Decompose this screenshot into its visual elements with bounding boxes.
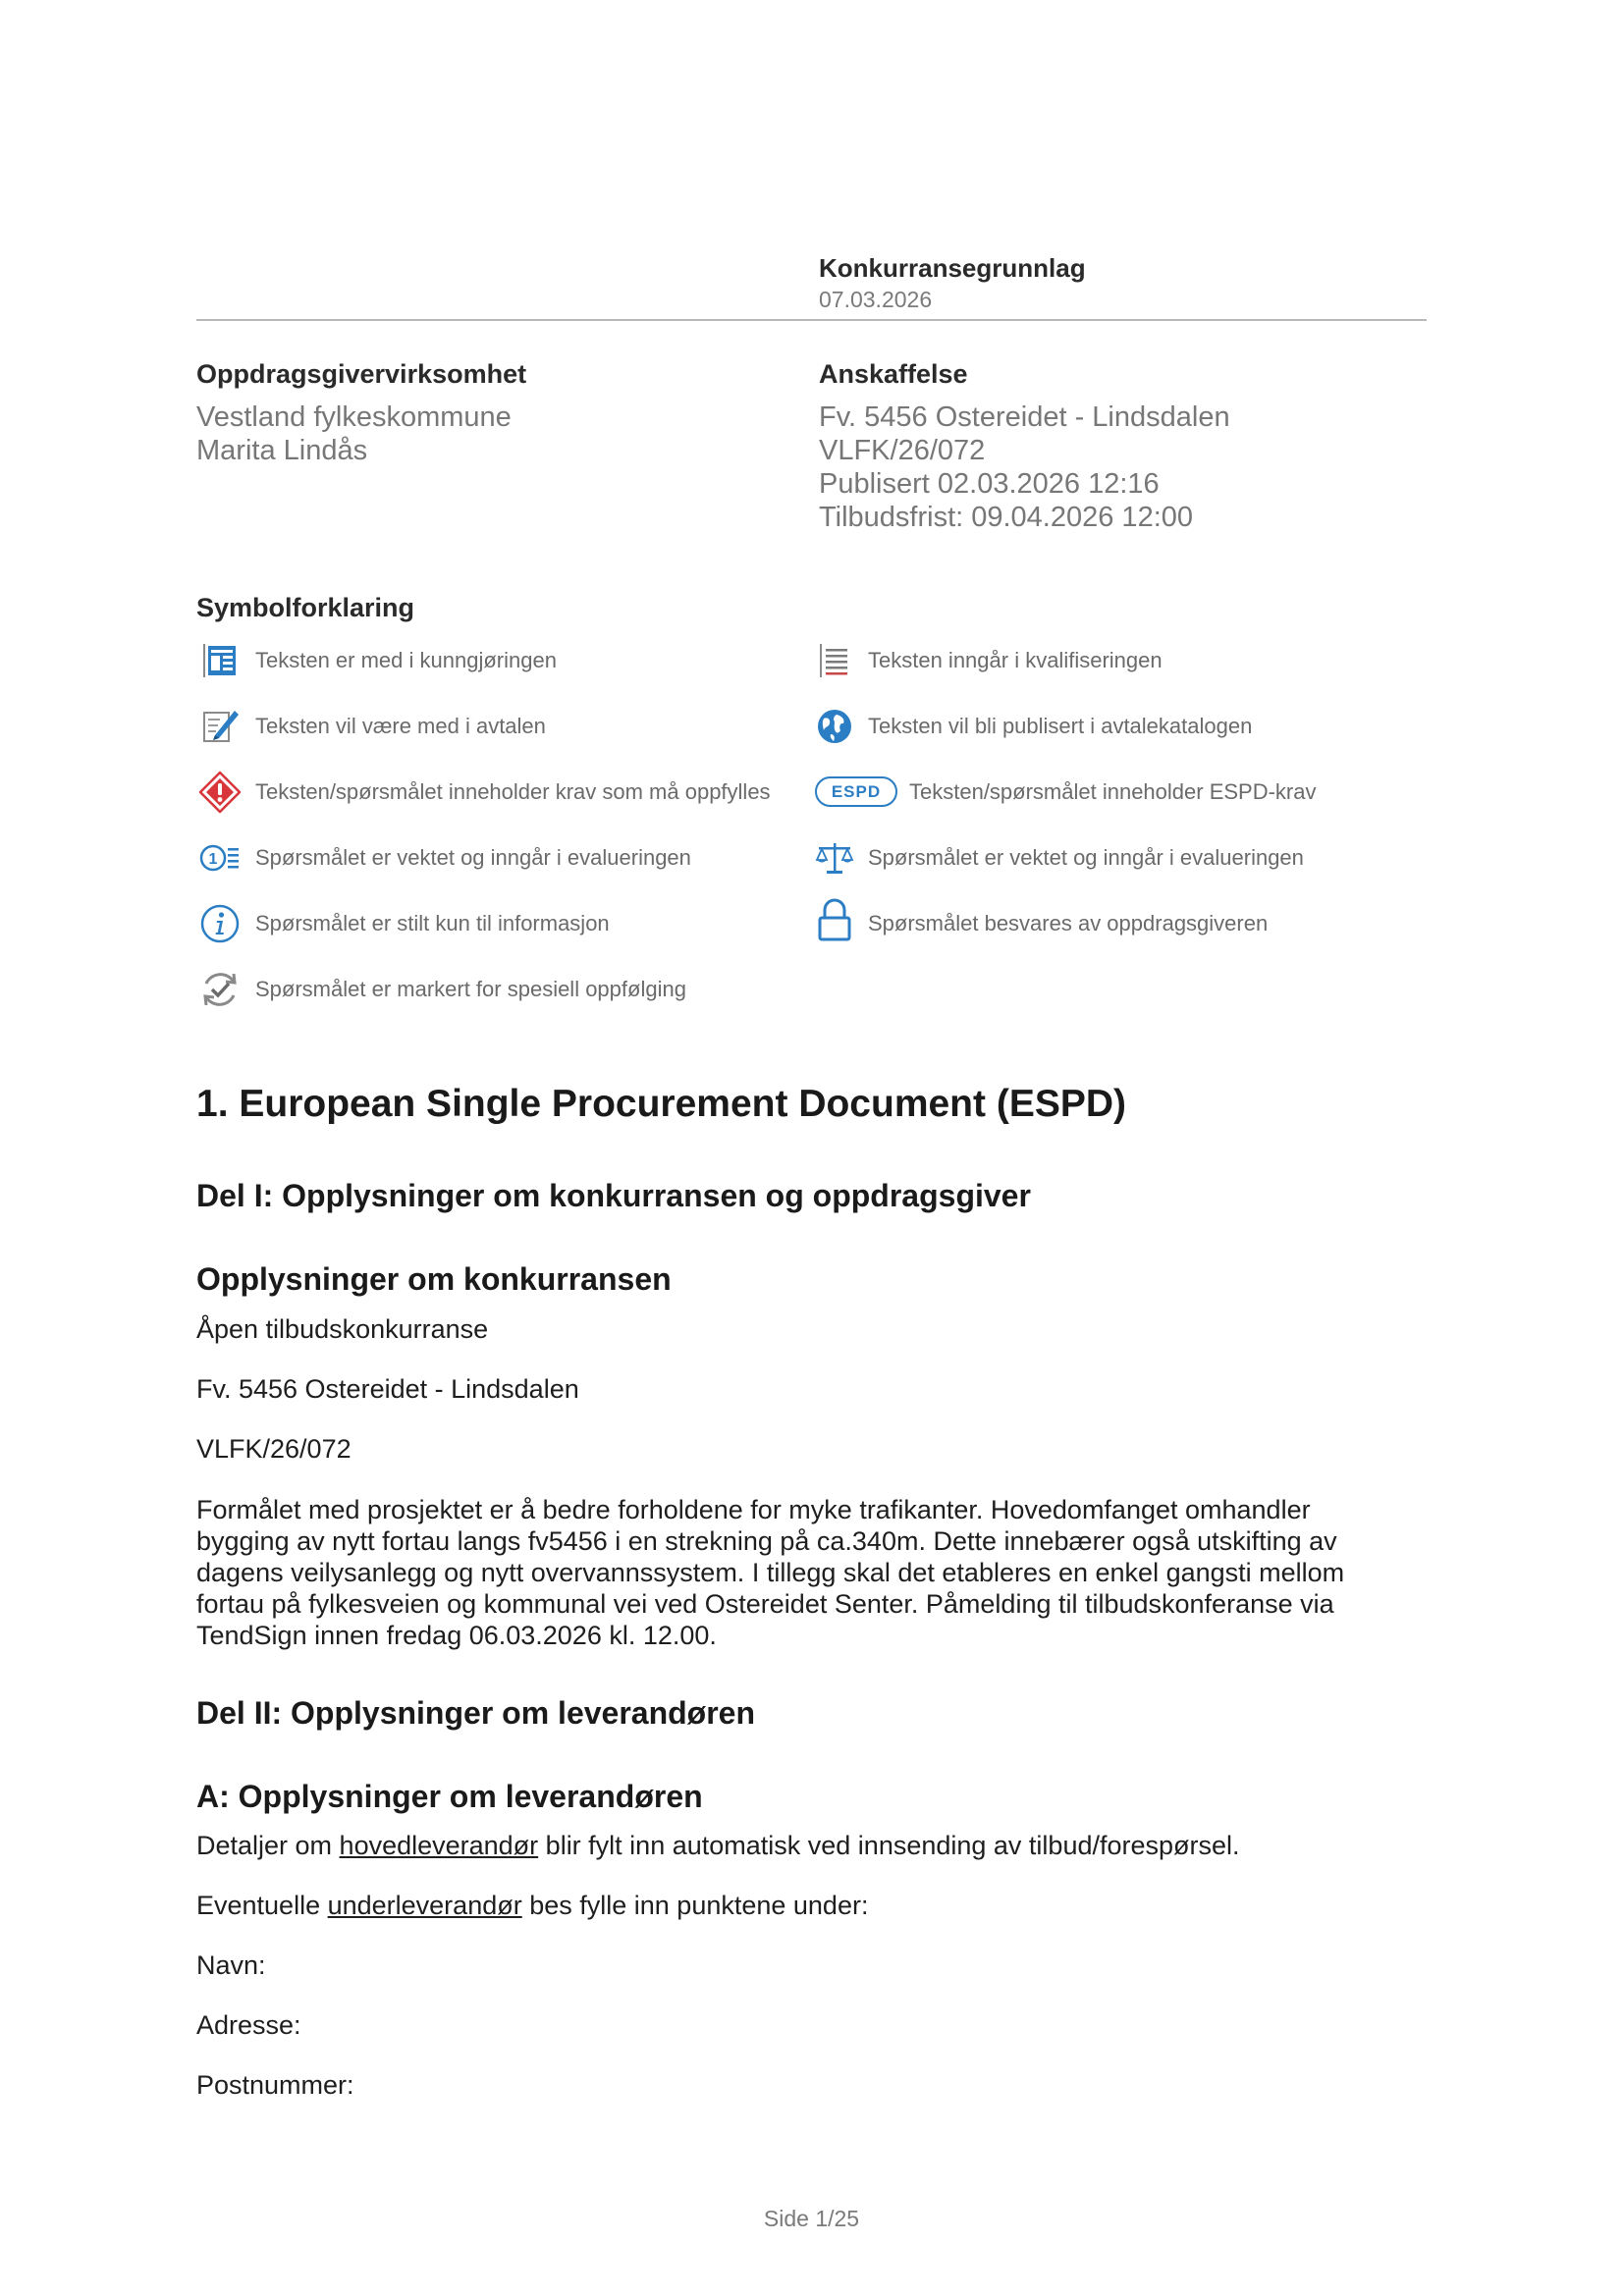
legend-item-label: Teksten/spørsmålet inneholder ESPD-krav (909, 779, 1317, 804)
espd-badge-icon (815, 776, 897, 807)
main-supplier-note (196, 1830, 1240, 1861)
legend-item-label: Spørsmålet er markert for spesiell oppfølging (255, 977, 686, 1001)
main-supplier-note-post: blir fylt inn automatisk ved innsending av tilbud/forespørsel. (538, 1831, 1240, 1860)
contract-edit-icon (196, 706, 243, 747)
description-line: Formålet med prosjektet er å bedre forholdene for myke trafikanter. Hovedomfanget omhandler (196, 1495, 1311, 1524)
procurement-published: Publisert 02.03.2026 12:16 (819, 468, 1160, 500)
procurement-name: Fv. 5456 Ostereidet - Lindsdalen (819, 401, 1230, 433)
page-number: Side 1/25 (763, 2206, 860, 2231)
procurement-reference: VLFK/26/072 (819, 435, 986, 466)
legend-title: Symbolforklaring (196, 593, 415, 622)
legend-item-label: Spørsmålet er stilt kun til informasjon (255, 911, 610, 935)
client-heading: Oppdragsgivervirksomhet (196, 359, 527, 389)
legend-item-label: Teksten/spørsmålet inneholder krav som må oppfylles (255, 779, 771, 804)
procedure-type: Åpen tilbudskonkurranse (196, 1314, 489, 1344)
weighted-list-icon (196, 837, 243, 879)
procurement-description (196, 1494, 1434, 1651)
lock-icon (811, 899, 858, 940)
procurement-name-text: Fv. 5456 Ostereidet - Lindsdalen (196, 1374, 579, 1404)
scales-icon (811, 837, 858, 879)
svg-text:1: 1 (208, 851, 218, 868)
sub-supplier-note-post: bes fylle inn punktene under: (521, 1891, 869, 1920)
part-2-title: Del II: Opplysninger om leverandøren (196, 1695, 756, 1731)
field-label-address: Adresse: (196, 2010, 301, 2040)
header-divider (196, 319, 1427, 321)
legend-item-label: Teksten er med i kunngjøringen (255, 648, 557, 672)
legend-item-label: Teksten vil bli publisert i avtalekatalogen (868, 714, 1253, 738)
section-title: 1. European Single Procurement Document (ESPD) (196, 1083, 1127, 1125)
qualification-list-icon (811, 640, 858, 681)
sub-supplier-note (196, 1890, 868, 1921)
globe-icon (811, 706, 858, 747)
description-line: fortau på fylkesveien og kommunal vei ved Ostereidet Senter. Påmelding til tilbudskonferanse via (196, 1589, 1334, 1619)
legend-item-label: Spørsmålet er vektet og inngår i evalueringen (255, 845, 691, 870)
description-line: bygging av nytt fortau langs fv5456 i en strekning på ca.340m. Dette innebærer også utskifting av (196, 1526, 1337, 1556)
document-type: Konkurransegrunnlag (819, 253, 1086, 283)
legend-item-label: Spørsmålet besvares av oppdragsgiveren (868, 911, 1269, 935)
follow-up-check-icon (196, 969, 243, 1010)
procurement-heading: Anskaffelse (819, 359, 968, 389)
sub-supplier-term: underleverandør (327, 1891, 522, 1920)
part-1-title: Del I: Opplysninger om konkurransen og oppdragsgiver (196, 1178, 1031, 1213)
competition-info-heading: Opplysninger om konkurransen (196, 1261, 672, 1297)
sub-supplier-note-pre: Eventuelle (196, 1891, 328, 1920)
description-line: dagens veilysanlegg og nytt overvannssystem. I tillegg skal det etableres en enkel gangsti mellom (196, 1558, 1345, 1587)
main-supplier-term: hovedleverandør (339, 1831, 539, 1860)
legend-item-label: Spørsmålet er vektet og inngår i evalueringen (868, 845, 1304, 870)
field-label-name: Navn: (196, 1950, 266, 1980)
client-contact: Marita Lindås (196, 435, 368, 466)
supplier-info-heading: A: Opplysninger om leverandøren (196, 1779, 703, 1814)
description-line: TendSign innen fredag 06.03.2026 kl. 12.00. (196, 1621, 717, 1650)
document-date: 07.03.2026 (819, 287, 933, 312)
info-icon (196, 903, 243, 944)
client-org: Vestland fylkeskommune (196, 401, 512, 433)
field-label-postcode: Postnummer: (196, 2070, 354, 2100)
espd-badge-label: ESPD (831, 781, 882, 801)
main-supplier-note-pre: Detaljer om (196, 1831, 340, 1860)
warning-diamond-icon (196, 772, 243, 813)
reference-number-text: VLFK/26/072 (196, 1434, 352, 1464)
legend-item-label: Teksten inngår i kvalifiseringen (868, 648, 1163, 672)
procurement-deadline: Tilbudsfrist: 09.04.2026 12:00 (819, 502, 1194, 533)
announcement-icon (196, 640, 243, 681)
legend-item-label: Teksten vil være med i avtalen (255, 714, 546, 738)
